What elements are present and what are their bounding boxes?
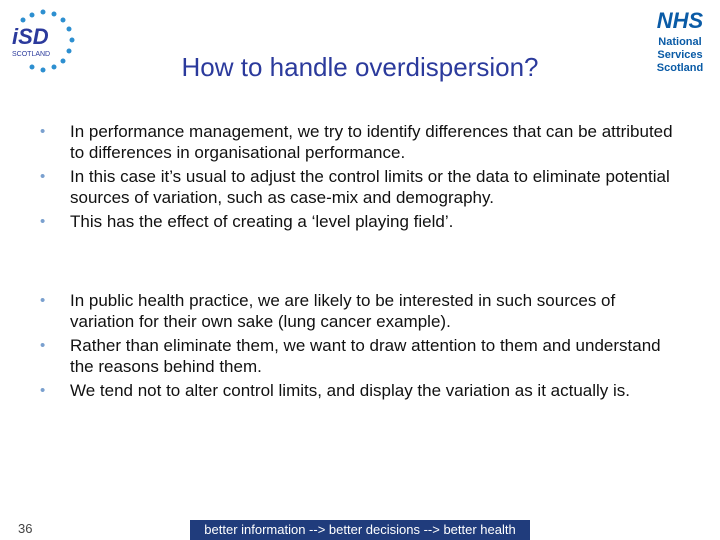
svg-text:Scotland: Scotland [656, 62, 704, 74]
bullet-icon: • [40, 292, 46, 309]
page-number: 36 [18, 521, 33, 536]
isd-logo-text: iSD [12, 24, 49, 49]
isd-logo-subtext: SCOTLAND [12, 51, 51, 58]
slide-title: How to handle overdispersion? [181, 52, 539, 82]
list-item [40, 166, 680, 208]
bullet-text: Rather than eliminate them, we want to draw attention to them and understand the reasons behind them. [70, 336, 661, 376]
bullet-icon: • [40, 168, 46, 185]
isd-scotland-logo [8, 8, 78, 74]
list-item [40, 211, 680, 232]
footer-tagline: better information --> better decisions --> better health [190, 520, 530, 540]
bullet-icon: • [40, 382, 46, 399]
bullet-text: This has the effect of creating a ‘level playing field’. [70, 212, 454, 231]
list-item [40, 380, 680, 401]
bullet-list-public-health [40, 290, 680, 404]
list-item [40, 335, 680, 377]
bullet-text: We tend not to alter control limits, and display the variation as it actually is. [70, 381, 631, 400]
nhs-logo-text: NHS [656, 8, 704, 33]
bullet-text: In performance management, we try to identify differences that can be attributed to differences in organisational performance. [70, 122, 673, 162]
bullet-icon: • [40, 337, 46, 354]
nhs-logo [648, 4, 712, 76]
svg-text:National: National [658, 36, 702, 48]
bullet-icon: • [40, 123, 46, 140]
svg-text:Services: Services [657, 49, 703, 61]
bullet-icon: • [40, 213, 46, 230]
list-item [40, 290, 680, 332]
bullet-text: In public health practice, we are likely to be interested in such sources of variation for their own sake (lung cancer example). [70, 291, 616, 331]
bullet-text: In this case it’s usual to adjust the control limits or the data to eliminate potential sources of variation, such as case-mix and demography. [70, 167, 670, 207]
bullet-list-performance [40, 121, 680, 235]
list-item [40, 121, 680, 163]
